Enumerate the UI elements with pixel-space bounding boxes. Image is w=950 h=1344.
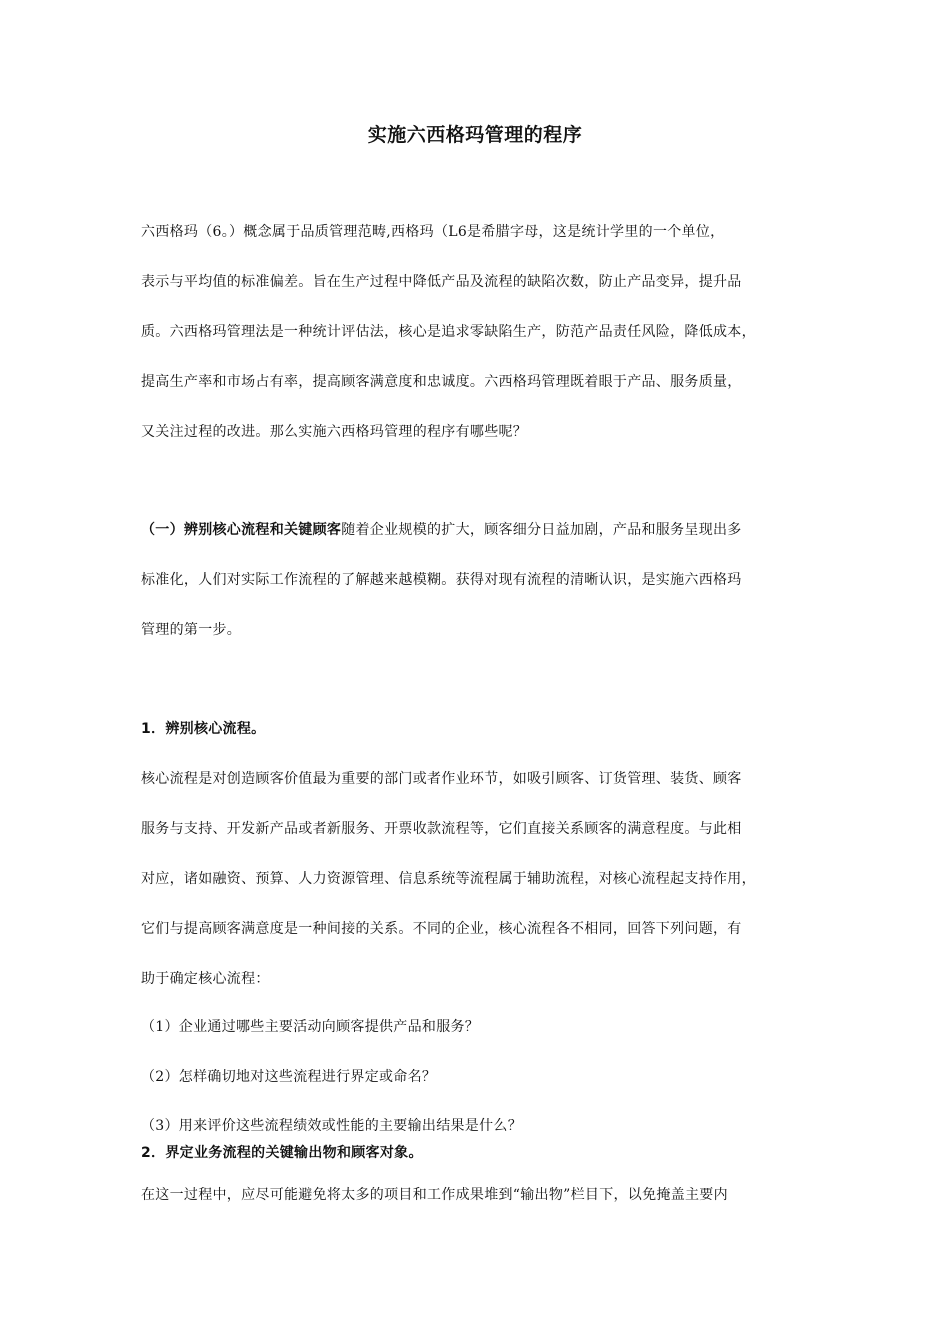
item1-heading: 1．辨别核心流程。 [141, 721, 266, 737]
item2-heading: 2．界定业务流程的关键输出物和顾客对象。 [141, 1145, 423, 1161]
item1-line: 它们与提高顾客满意度是一种间接的关系。不同的企业，核心流程各不相同，回答下列问题，有 [141, 921, 742, 937]
intro-line: 又关注过程的改进。那么实施六西格玛管理的程序有哪些呢？ [141, 424, 528, 440]
question-item: （2）怎样确切地对这些流程进行界定或命名？ [141, 1069, 437, 1085]
item1-line: 服务与支持、开发新产品或者新服务、开票收款流程等，它们直接关系顾客的满意程度。与此相 [141, 821, 742, 837]
section1-heading: （一）辨别核心流程和关键顾客 [141, 522, 342, 538]
item1-line: 助于确定核心流程： [141, 971, 270, 987]
question-item: （1）企业通过哪些主要活动向顾客提供产品和服务？ [141, 1019, 480, 1035]
intro-line: 表示与平均值的标准偏差。旨在生产过程中降低产品及流程的缺陷次数，防止产品变异，提升品 [141, 274, 742, 290]
document-title: 实施六西格玛管理的程序 [367, 124, 583, 146]
section1-first-line [141, 520, 742, 540]
intro-line: 质。六西格玛管理法是一种统计评估法，核心是追求零缺陷生产，防范产品责任风险，降低成本， [141, 324, 756, 340]
item1-line: 对应，诸如融资、预算、人力资源管理、信息系统等流程属于辅助流程，对核心流程起支持作用， [141, 871, 756, 887]
item2-line: 在这一过程中，应尽可能避免将太多的项目和工作成果堆到“输出物”栏目下，以免掩盖主要内 [141, 1187, 728, 1203]
question-item: （3）用来评价这些流程绩效或性能的主要输出结果是什么？ [141, 1118, 523, 1134]
section1-first-line-text: 随着企业规模的扩大，顾客细分日益加剧，产品和服务呈现出多 [341, 522, 742, 538]
section1-line: 标准化，人们对实际工作流程的了解越来越模糊。获得对现有流程的清晰认识，是实施六西格玛 [141, 572, 742, 588]
item1-line: 核心流程是对创造顾客价值最为重要的部门或者作业环节，如吸引顾客、订货管理、装货、顾客 [141, 771, 742, 787]
intro-line: 六西格玛（6。）概念属于品质管理范畴,西格玛（L6是希腊字母，这是统计学里的一个单位， [141, 224, 725, 240]
section1-line: 管理的第一步。 [141, 622, 242, 638]
intro-line: 提高生产率和市场占有率，提高顾客满意度和忠诚度。六西格玛管理既着眼于产品、服务质量， [141, 374, 742, 390]
